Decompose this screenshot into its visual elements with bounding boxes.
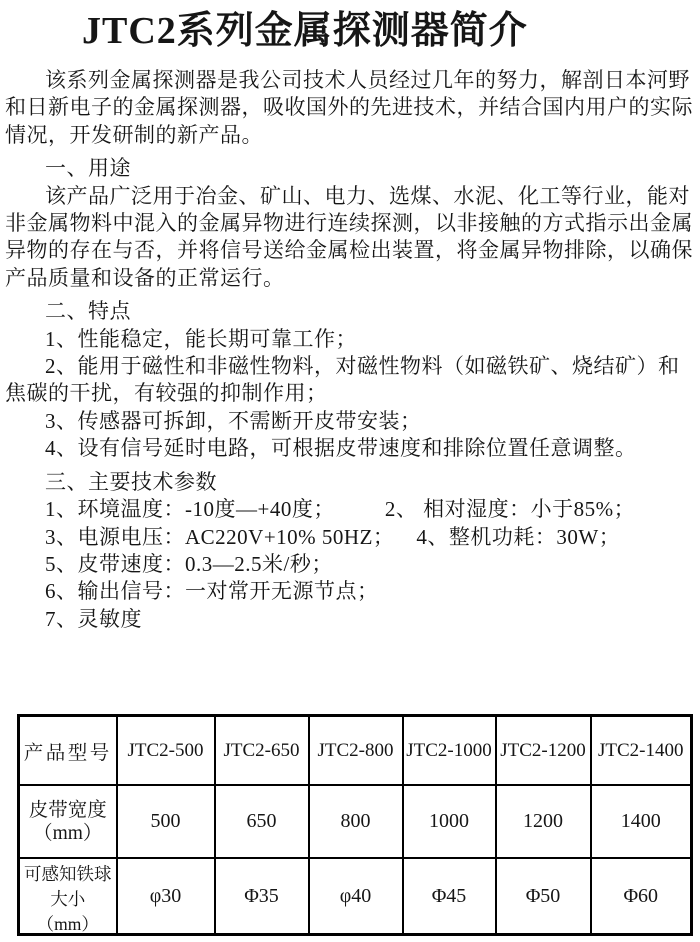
feature-item-1: 1、性能稳定，能长期可靠工作； bbox=[45, 326, 357, 351]
section-heading-features: 二、特点 bbox=[45, 299, 131, 324]
spec-item-temperature: 1、环境温度：-10度—+40度； bbox=[45, 497, 335, 522]
belt-width-value: 800 bbox=[309, 785, 403, 858]
spec-item-humidity: 2、 相对湿度：小于85%； bbox=[384, 497, 636, 522]
belt-width-value: 1200 bbox=[496, 785, 591, 858]
ball-size-value: Φ60 bbox=[591, 858, 692, 935]
table-header-row bbox=[19, 716, 692, 786]
spec-item-belt-speed: 5、皮带速度：0.3—2.5米/秒； bbox=[45, 551, 333, 576]
ball-size-value: φ40 bbox=[309, 858, 403, 935]
page-title: JTC2系列金属探测器简介 bbox=[82, 10, 528, 52]
belt-width-value: 1400 bbox=[591, 785, 692, 858]
spec-item-output-signal: 6、输出信号：一对常开无源节点； bbox=[45, 579, 379, 604]
usage-line-3: 异物的存在与否，并将信号送给金属检出装置，将金属异物排除，以确保 bbox=[5, 238, 693, 263]
section-heading-usage: 一、用途 bbox=[45, 156, 131, 181]
document-body bbox=[0, 54, 700, 633]
ball-size-value: Φ35 bbox=[215, 858, 309, 935]
table-corner-header: 产品型号 bbox=[19, 716, 117, 786]
section-heading-specs: 三、主要技术参数 bbox=[45, 469, 217, 494]
product-spec-table bbox=[17, 714, 693, 936]
feature-item-3: 3、传感器可拆卸，不需断开皮带安装； bbox=[45, 408, 422, 433]
spec-item-voltage: 3、电源电压：AC220V+10% 50HZ； bbox=[45, 524, 395, 549]
ball-size-label-line1: 可感知铁球 bbox=[24, 864, 112, 885]
belt-width-row bbox=[19, 785, 692, 858]
belt-width-value: 650 bbox=[215, 785, 309, 858]
belt-width-label-line1: 皮带宽度 bbox=[28, 799, 107, 821]
ball-size-value: Φ50 bbox=[496, 858, 591, 935]
usage-line-2: 非金属物料中混入的金属异物进行连续探测，以非接触的方式指示出金属 bbox=[5, 211, 693, 236]
belt-width-value: 1000 bbox=[403, 785, 496, 858]
spec-item-power: 4、整机功耗：30W； bbox=[416, 524, 621, 549]
usage-line-1: 该产品广泛用于冶金、矿山、电力、选煤、水泥、化工等行业，能对 bbox=[45, 183, 690, 208]
ball-size-row bbox=[19, 858, 692, 935]
ball-size-value: φ30 bbox=[117, 858, 215, 935]
row-header-belt-width bbox=[19, 785, 117, 858]
model-header-jtc2-500: JTC2-500 bbox=[117, 716, 215, 786]
spec-line-2 bbox=[5, 524, 696, 551]
intro-line-1: 该系列金属探测器是我公司技术人员经过几年的努力，解剖日本河野 bbox=[45, 68, 690, 92]
ball-size-value: Φ45 bbox=[403, 858, 496, 935]
spec-item-sensitivity: 7、灵敏度 bbox=[45, 606, 142, 631]
model-header-jtc2-1000: JTC2-1000 bbox=[403, 716, 496, 786]
intro-line-3: 情况，开发研制的新产品。 bbox=[5, 122, 263, 147]
model-header-jtc2-1200: JTC2-1200 bbox=[496, 716, 591, 786]
belt-width-label-line2: （mm） bbox=[33, 822, 103, 844]
feature-item-2: 2、能用于磁性和非磁性物料，对磁性物料（如磁铁矿、烧结矿）和 bbox=[45, 354, 680, 379]
feature-item-2-cont: 焦碳的干扰，有较强的抑制作用； bbox=[5, 381, 328, 406]
usage-line-4: 产品质量和设备的正常运行。 bbox=[5, 265, 285, 290]
ball-size-label bbox=[20, 859, 116, 933]
model-header-jtc2-800: JTC2-800 bbox=[309, 716, 403, 786]
feature-item-4: 4、设有信号延时电路，可根据皮带速度和排除位置任意调整。 bbox=[45, 436, 637, 461]
ball-size-label-line2: 大小 bbox=[50, 889, 86, 910]
model-header-jtc2-1400: JTC2-1400 bbox=[591, 716, 692, 786]
model-header-jtc2-650: JTC2-650 bbox=[215, 716, 309, 786]
belt-width-value: 500 bbox=[117, 785, 215, 858]
ball-size-label-line3: （mm） bbox=[36, 914, 99, 934]
spec-line-1 bbox=[5, 496, 696, 523]
intro-line-2: 和日新电子的金属探测器，吸收国外的先进技术，并结合国内用户的实际 bbox=[5, 95, 693, 120]
row-header-ball-size bbox=[19, 858, 117, 935]
